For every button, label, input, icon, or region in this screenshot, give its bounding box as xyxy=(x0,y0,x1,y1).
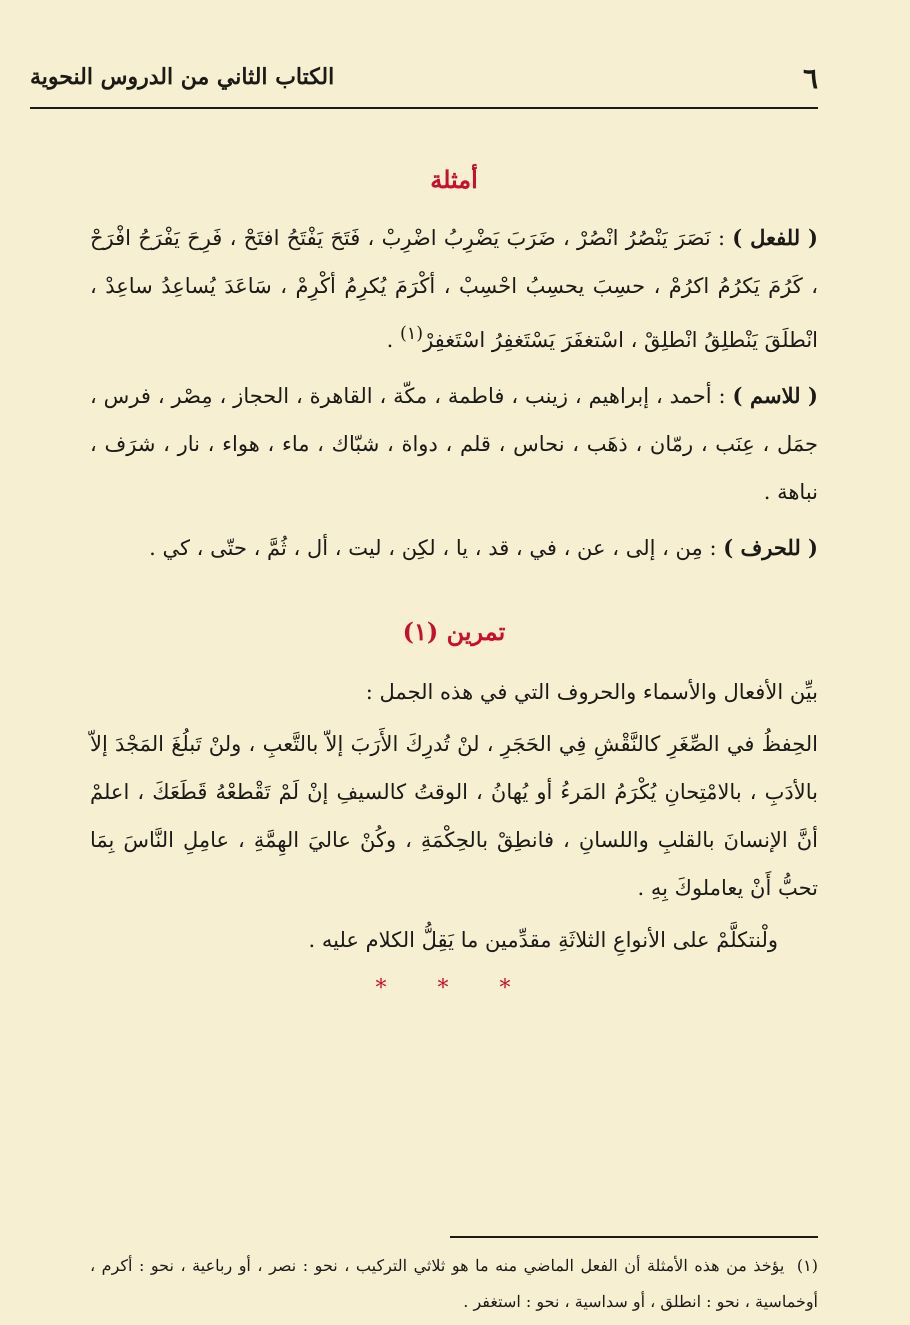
noun-examples xyxy=(90,372,818,516)
page-content xyxy=(90,160,818,1001)
footnote-mark: (١) xyxy=(796,1256,818,1275)
verb-label: ( للفعل ) xyxy=(732,225,818,250)
page-number: ٦ xyxy=(802,62,818,95)
exercise-sentences: الحِفظُ في الصِّغَرِ كالنَّقْشِ فِي الحَجَرِ ، لنْ تُدرِكَ الأَرَبَ إلاّ بالتَّعبِ ، ولنْ تَبلُغَ المَجْدَ إلاّ بالأدَبِ ، بالامْتِحانِ يُكْرَمُ المَرءُ أو يُهانُ ، الوقتُ كالسيفِ إنْ لَمْ تَقْطعْهُ قَطَعَكَ ، اعلمْ أنَّ الإنسانَ بالقلبِ واللسانِ ، فانطِقْ بالحِكْمَةِ ، وكُنْ عاليَ الهِمَّةِ ، عامِلِ النَّاسَ بِمَا تحبُّ أَنْ يعاملوكَ بِهِ . xyxy=(90,732,818,900)
footnote-text: يؤخذ من هذه الأمثلة أن الفعل الماضي منه ما هو ثلاثي التركيب ، نحو : نصر ، أو رباعية ، نحو : أكرم ، أوخماسية ، نحو : انطلق ، أو سداسية ، نحو : استغفر . xyxy=(90,1256,818,1311)
verb-text: : نَصَرَ يَنْصُرُ انْصُرْ ، ضَرَبَ يَضْرِبُ اضْرِبْ ، فَتَحَ يَفْتَحُ افتَحْ ، فَرِحَ يَفْرَحُ افْرَحْ ، كَرُمَ يَكرُمُ اكرُمْ ، حسِبَ يحسِبُ احْسِبْ ، أكْرَمَ يُكرِمُ أكْرِمْ ، سَاعَدَ يُساعِدُ ساعِدْ ، انْطلَقَ يَنْطلِقُ انْطلِقْ ، اسْتغفَرَ يَسْتَغفِرُ اسْتَغفِرْ xyxy=(90,226,818,352)
page-header xyxy=(30,62,818,102)
exercise-instruction: بيِّن الأفعال والأسماء والحروف التي في هذه الجمل : xyxy=(365,680,818,704)
footnote-reference[interactable]: (١) xyxy=(400,324,424,344)
closing-sentence: ولْنتكلَّمْ على الأنواعِ الثلاثَةِ مقدِّمين ما يَقِلُّ الكلام عليه . xyxy=(308,928,778,952)
section-divider-stars: * * * xyxy=(375,976,533,1001)
examples-heading: أمثلة xyxy=(430,165,478,194)
noun-text: : أحمد ، إبراهيم ، زينب ، فاطمة ، مكّة ، القاهرة ، الحجاز ، مِصْر ، فرس ، جمَل ، عِنَب ، رمّان ، ذهَب ، نحاس ، قلم ، دواة ، شبّاك ، ماء ، هواء ، نار ، شرَف ، نباهة . xyxy=(90,384,818,504)
footnote-rule xyxy=(450,1236,818,1238)
verb-examples xyxy=(90,214,818,364)
footnote xyxy=(90,1248,818,1320)
particle-text: : مِن ، إلى ، عن ، في ، قد ، يا ، لكِن ، ليت ، أل ، ثُمَّ ، حتّى ، كي . xyxy=(149,536,724,560)
verb-end: . xyxy=(386,328,401,352)
noun-label: ( للاسم ) xyxy=(732,383,818,408)
particle-label: ( للحرف ) xyxy=(723,535,818,560)
particle-examples xyxy=(90,524,818,572)
header-rule xyxy=(30,107,818,109)
exercise-heading: تمرين (١) xyxy=(402,617,506,646)
running-title: الكتاب الثاني من الدروس النحوية xyxy=(30,64,335,90)
